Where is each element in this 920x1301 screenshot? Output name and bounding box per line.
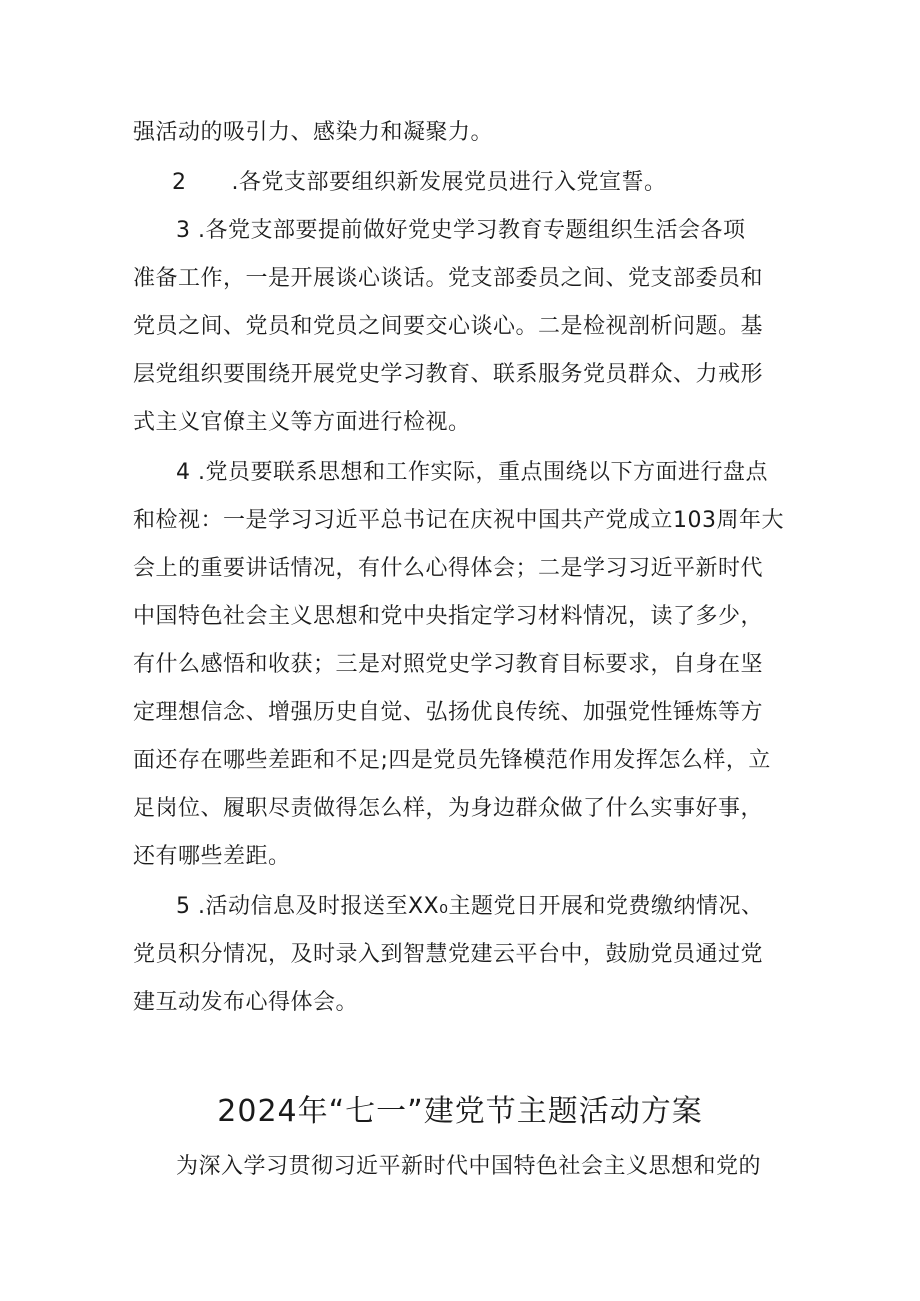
paragraph-line: 和检视：一是学习习近平总书记在庆祝中国共产党成立103周年大 [133,508,784,533]
list-item-2: 2 .各党支部要组织新发展党员进行入党宣誓。 [172,170,667,195]
list-item-5: 5 .活动信息及时报送至XX₀主题党日开展和党费缴纳情况、 [176,894,764,919]
paragraph-line: 面还存在哪些差距和不足;四是党员先锋模范作用发挥怎么样，立 [133,748,771,773]
paragraph-line: 式主义官僚主义等方面进行检视。 [133,410,471,435]
paragraph-line: 党员之间、党员和党员之间要交心谈心。二是检视剖析问题。基 [133,314,764,339]
paragraph-line: 有什么感悟和收获；三是对照党史学习教育目标要求，自身在坚 [133,652,764,677]
paragraph-line: 中国特色社会主义思想和党中央指定学习材料情况，读了多少， [133,604,764,629]
intro-paragraph-line: 为深入学习贯彻习近平新时代中国特色社会主义思想和党的 [176,1154,762,1179]
paragraph-line: 还有哪些差距。 [133,844,291,869]
section-title: 2024年“七一”建党节主题活动方案 [217,1094,703,1129]
list-item-3: 3 .各党支部要提前做好党史学习教育专题组织生活会各项 [176,218,746,243]
paragraph-line: 建互动发布心得体会。 [133,990,359,1015]
paragraph-line: 准备工作，一是开展谈心谈话。党支部委员之间、党支部委员和 [133,266,764,291]
paragraph-line: 层党组织要围绕开展党史学习教育、联系服务党员群众、力戒形 [133,362,764,387]
paragraph-line: 强活动的吸引力、感染力和凝聚力。 [133,120,494,145]
paragraph-line: 定理想信念、增强历史自觉、弘扬优良传统、加强党性锤炼等方 [133,700,764,725]
paragraph-line: 党员积分情况，及时录入到智慧党建云平台中，鼓励党员通过党 [133,942,764,967]
list-item-4: 4 .党员要联系思想和工作实际，重点围绕以下方面进行盘点 [176,460,768,485]
paragraph-line: 足岗位、履职尽责做得怎么样，为身边群众做了什么实事好事， [133,796,764,821]
paragraph-line: 会上的重要讲话情况，有什么心得体会；二是学习习近平新时代 [133,556,764,581]
